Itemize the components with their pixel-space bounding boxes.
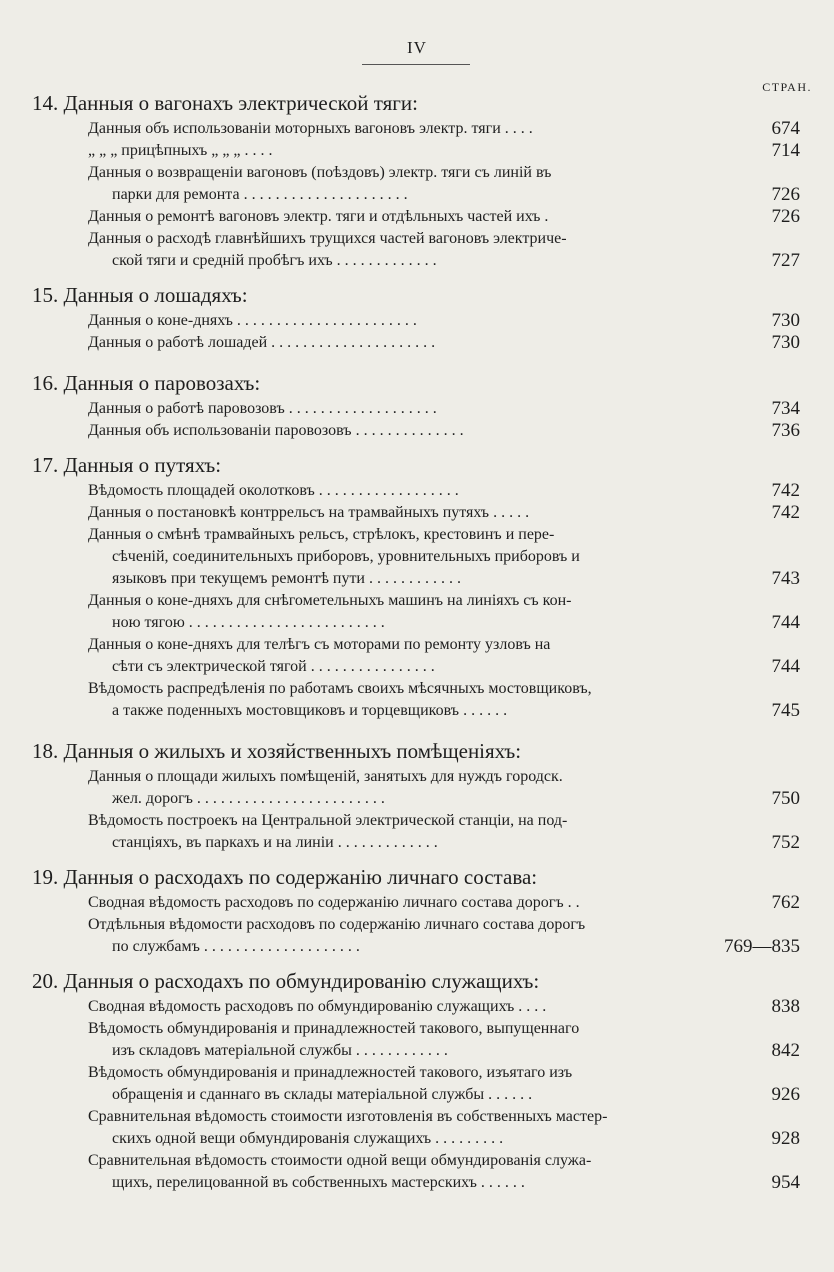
toc-entry (0, 228, 834, 272)
entry-page-number: 842 (771, 1040, 800, 1061)
entry-line: станціяхъ, въ паркахъ и на линіи . . . . . . . . . . . . . (112, 834, 438, 851)
section-title: 17. Данныя о путяхъ: (32, 453, 222, 477)
entry-page-number: 742 (771, 480, 800, 501)
toc-section (0, 966, 834, 1194)
entry-line: изъ складовъ матеріальной службы . . . . . . . . . . . . (112, 1042, 448, 1059)
section-title: 20. Данныя о расходахъ по обмундированію служащихъ: (32, 969, 540, 993)
entry-line: сѣченій, соединительныхъ приборовъ, уровнительныхъ приборовъ и (112, 548, 580, 565)
entry-line: ской тяги и средній пробѣгъ ихъ . . . . . . . . . . . . . (112, 252, 437, 269)
entry-line: парки для ремонта . . . . . . . . . . . . . . . . . . . . . (112, 186, 408, 203)
entry-line: Данныя объ использованіи паровозовъ . . . . . . . . . . . . . . (88, 422, 464, 439)
toc-entry (0, 162, 834, 206)
toc-entry (0, 892, 834, 914)
entry-page-number: 742 (771, 502, 800, 523)
entry-line: Сводная вѣдомость расходовъ по содержанію личнаго состава дорогъ . . (88, 894, 580, 911)
entry-line: щихъ, перелицованной въ собственныхъ мастерскихъ . . . . . . (112, 1174, 525, 1191)
toc-section (0, 88, 834, 272)
toc-entry (0, 590, 834, 634)
entry-line: Вѣдомость распредѣленія по работамъ своихъ мѣсячныхъ мостовщиковъ, (88, 680, 592, 697)
toc-entry (0, 398, 834, 420)
entry-page-number: 726 (771, 184, 800, 205)
toc-entry (0, 634, 834, 678)
toc-entry (0, 480, 834, 502)
entry-page-number: 769—835 (724, 936, 800, 957)
toc-entry (0, 524, 834, 590)
toc-entry (0, 1062, 834, 1106)
page-number: IV (407, 38, 427, 57)
toc-entry (0, 914, 834, 958)
entry-line: Вѣдомость обмундированія и принадлежностей такового, изъятаго изъ (88, 1064, 573, 1081)
entry-line: по службамъ . . . . . . . . . . . . . . . . . . . . (112, 938, 360, 955)
section-title: 19. Данныя о расходахъ по содержанію личнаго состава: (32, 865, 538, 889)
entry-line: Данныя о работѣ паровозовъ . . . . . . . . . . . . . . . . . . . (88, 400, 437, 417)
entry-line: Сводная вѣдомость расходовъ по обмундированію служащихъ . . . . (88, 998, 547, 1015)
table-of-contents (0, 88, 834, 1204)
entry-line: жел. дорогъ . . . . . . . . . . . . . . . . . . . . . . . . (112, 790, 385, 807)
entry-line: скихъ одной вещи обмундированія служащихъ . . . . . . . . . (112, 1130, 504, 1147)
entry-line: Данныя о коне-дняхъ для снѣгометельныхъ машинъ на линіяхъ съ кон- (88, 592, 572, 609)
entry-page-number: 743 (771, 568, 800, 589)
entry-line: Данныя о расходѣ главнѣйшихъ трущихся частей вагоновъ электриче- (88, 230, 567, 247)
entry-page-number: 730 (771, 310, 800, 331)
section-title: 16. Данныя о паровозахъ: (32, 371, 261, 395)
toc-section (0, 280, 834, 354)
entry-page-number: 714 (771, 140, 800, 161)
toc-entry (0, 766, 834, 810)
toc-entry (0, 1106, 834, 1150)
entry-line: Данныя о возвращеніи вагоновъ (поѣздовъ) электр. тяги съ линій въ (88, 164, 552, 181)
entry-line: Данныя о коне-дняхъ . . . . . . . . . . . . . . . . . . . . . . . (88, 312, 417, 329)
entry-line: Вѣдомость обмундированія и принадлежностей такового, выпущеннаго (88, 1020, 580, 1037)
toc-entry (0, 1150, 834, 1194)
header-rule (362, 64, 470, 65)
toc-entry (0, 810, 834, 854)
entry-page-number: 736 (771, 420, 800, 441)
entry-line: „ „ „ прицѣпныхъ „ „ „ . . . . (88, 142, 273, 159)
toc-entry (0, 118, 834, 140)
toc-section (0, 736, 834, 854)
entry-line: Сравнительная вѣдомость стоимости изготовленія въ собственныхъ мастер- (88, 1108, 608, 1125)
entry-line: Вѣдомость построекъ на Центральной электрической станціи, на под- (88, 812, 568, 829)
entry-page-number: 734 (771, 398, 800, 419)
entry-line: языковъ при текущемъ ремонтѣ пути . . . . . . . . . . . . (112, 570, 461, 587)
entry-line: Данныя объ использованіи моторныхъ вагоновъ электр. тяги . . . . (88, 120, 533, 137)
entry-page-number: 730 (771, 332, 800, 353)
entry-line: а также поденныхъ мостовщиковъ и торцевщиковъ . . . . . . (112, 702, 508, 719)
entry-page-number: 674 (771, 118, 800, 139)
toc-entry (0, 140, 834, 162)
entry-page-number: 752 (771, 832, 800, 853)
toc-entry (0, 420, 834, 442)
toc-entry (0, 1018, 834, 1062)
page-column-label: СТРАН. (762, 80, 812, 94)
entry-page-number: 954 (771, 1172, 800, 1193)
entry-line: Данныя о ремонтѣ вагоновъ электр. тяги и отдѣльныхъ частей ихъ . (88, 208, 549, 225)
toc-entry (0, 206, 834, 228)
entry-page-number: 928 (771, 1128, 800, 1149)
entry-page-number: 745 (771, 700, 800, 721)
toc-section (0, 368, 834, 442)
toc-entry (0, 502, 834, 524)
entry-page-number: 727 (771, 250, 800, 271)
entry-page-number: 926 (771, 1084, 800, 1105)
entry-page-number: 750 (771, 788, 800, 809)
entry-page-number: 762 (771, 892, 800, 913)
entry-line: Вѣдомость площадей околотковъ . . . . . . . . . . . . . . . . . . (88, 482, 459, 499)
entry-line: Данныя о коне-дняхъ для телѣгъ съ моторами по ремонту узловъ на (88, 636, 551, 653)
toc-entry (0, 996, 834, 1018)
entry-line: Отдѣльныя вѣдомости расходовъ по содержанію личнаго состава дорогъ (88, 916, 586, 933)
toc-entry (0, 332, 834, 354)
section-title: 18. Данныя о жилыхъ и хозяйственныхъ помѣщеніяхъ: (32, 739, 522, 763)
entry-line: Данныя о площади жилыхъ помѣщеній, занятыхъ для нуждъ городск. (88, 768, 563, 785)
toc-entry (0, 310, 834, 332)
toc-section (0, 862, 834, 958)
entry-page-number: 838 (771, 996, 800, 1017)
toc-entry (0, 678, 834, 722)
entry-line: обращенія и сданнаго въ склады матеріальной службы . . . . . . (112, 1086, 533, 1103)
toc-section (0, 450, 834, 722)
entry-page-number: 744 (771, 656, 800, 677)
section-title: 15. Данныя о лошадяхъ: (32, 283, 248, 307)
entry-line: Данныя о работѣ лошадей . . . . . . . . . . . . . . . . . . . . . (88, 334, 436, 351)
entry-line: ною тягою . . . . . . . . . . . . . . . . . . . . . . . . . (112, 614, 385, 631)
entry-page-number: 744 (771, 612, 800, 633)
entry-line: сѣти съ электрической тягой . . . . . . . . . . . . . . . . (112, 658, 435, 675)
entry-line: Сравнительная вѣдомость стоимости одной вещи обмундированія служа- (88, 1152, 592, 1169)
section-title: 14. Данныя о вагонахъ электрической тяги: (32, 91, 418, 115)
entry-line: Данныя о смѣнѣ трамвайныхъ рельсъ, стрѣлокъ, крестовинъ и пере- (88, 526, 555, 543)
entry-page-number: 726 (771, 206, 800, 227)
entry-line: Данныя о постановкѣ контррельсъ на трамвайныхъ путяхъ . . . . . (88, 504, 530, 521)
